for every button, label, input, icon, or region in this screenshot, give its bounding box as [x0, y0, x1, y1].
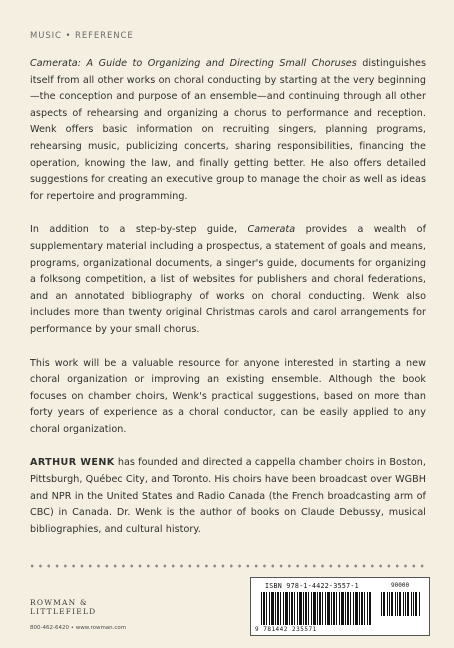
price-addon-code: 90000	[391, 582, 410, 589]
paragraph-text: provides a wealth of supplementary material including a prospectus, a statement of goals and means, programs, organizational documents, a singer's guide, documents for organizing a folksong competition, a list of websites for publishers and choral federations, and an annotated bibliography of works on choral conducting. Wenk also includes more than twenty original Christmas carols and carol arrangements for performance by your small chorus.	[30, 224, 426, 335]
author-bio	[30, 455, 426, 538]
book-title: Camerata: A Guide to Organizing and Directing Small Choruses	[30, 58, 357, 69]
paragraph-text: This work will be a valuable resource for anyone interested in starting a new choral organization or improving an existing ensemble. Although the book focuses on chamber choirs, Wenk's practical suggestions, based on more than forty years of experience as a choral conductor, can be easily applied to any choral organization.	[30, 357, 426, 435]
barcode-digits: 9 781442 235571	[255, 626, 317, 633]
paragraph-text: distinguishes itself from all other works on choral conducting by starting at the very beginning—the conception and purpose of an ensemble—and continuing through all other aspects of rehearsing and organizing a chorus to performance and reception. Wenk offers basic information on recruiting singers, planning programs, rehearsing music, publicizing concerts, sharing responsibilities, financing the operation, knowing the law, and finally getting better. He also offers detailed suggestions for creating an executive group to manage the choir as well as ideas for repertoire and programming.	[30, 58, 427, 202]
dotted-divider	[28, 564, 426, 568]
addon-barcode-bars	[381, 592, 421, 616]
barcode-bars	[261, 592, 371, 625]
publisher-logo	[30, 598, 96, 616]
paragraph-description	[30, 56, 426, 205]
author-name: ARTHUR WENK	[30, 457, 115, 469]
category-label: MUSIC • REFERENCE	[30, 31, 134, 41]
isbn-number: ISBN 978-1-4422-3557-1	[265, 582, 359, 590]
paragraph-lead: In addition to a step-by-step guide,	[30, 224, 248, 236]
paragraph-value	[30, 356, 426, 439]
publisher-name-line2: LITTLEFIELD	[30, 607, 97, 616]
paragraph-text: has founded and directed a cappella chamber choirs in Boston, Pittsburgh, Québec City, and Toronto. His choirs have been broadcast over WGBH and NPR in the United States and Radio Canada (the French broadcasting arm of CBC) in Canada. Dr. Wenk is the author of books on Claude Debussy, musical bibliographies, and cultural history.	[30, 457, 426, 535]
paragraph-supplementary	[30, 222, 426, 338]
isbn-barcode	[250, 577, 430, 636]
back-cover-blurb	[30, 56, 426, 555]
book-title-short: Camerata	[247, 224, 296, 236]
publisher-name-line1: ROWMAN &	[30, 598, 88, 607]
publisher-contact: 800-462-6420 • www.rowman.com	[30, 625, 127, 631]
